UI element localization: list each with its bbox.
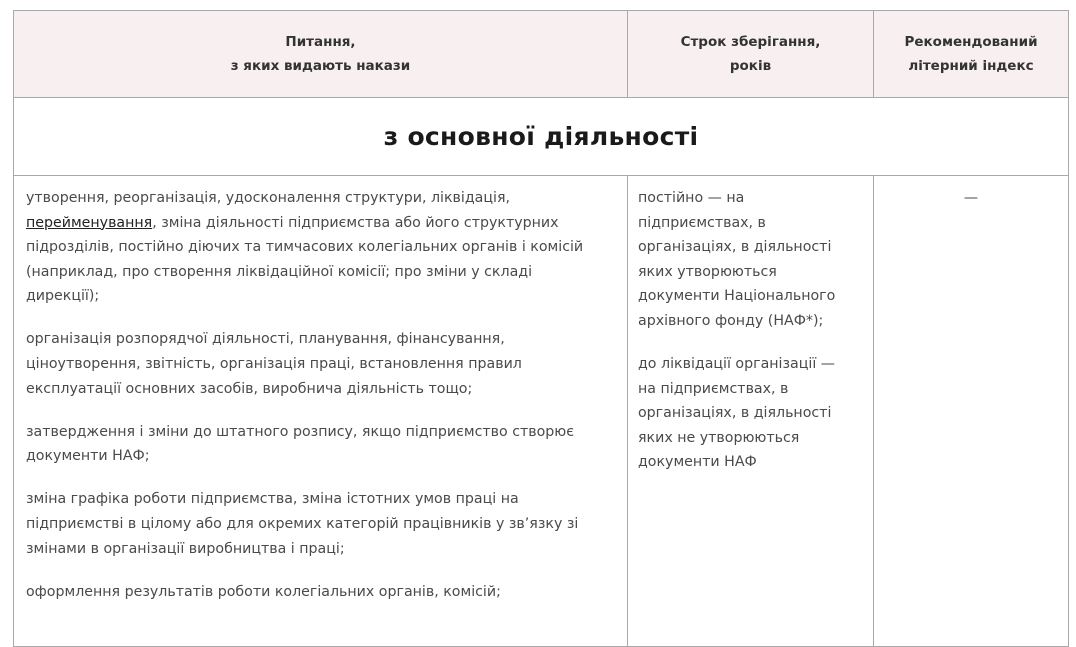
question-paragraph: [26, 487, 615, 561]
text-line: підприємствах, в: [638, 214, 766, 231]
orders-retention-table: [13, 10, 1069, 647]
text-line: змінами в організації виробництва і праці;: [26, 540, 345, 557]
retention-cell: [628, 176, 874, 647]
text-line: утворення, реорганізація, удосконалення структури, ліквідація,: [26, 190, 510, 206]
section-title: з основної діяльності: [14, 98, 1069, 176]
text-line: організаціях, в діяльності: [638, 239, 832, 256]
header-text: Рекомендований: [904, 34, 1038, 50]
text-line: документи Національного: [638, 288, 836, 305]
question-paragraph: [26, 420, 615, 469]
header-text: Питання,: [285, 34, 356, 50]
rename-link[interactable]: перейменування: [26, 214, 153, 231]
text-line: яких утворюються: [638, 263, 777, 280]
text-fragment: , зміна діяльності підприємства або його структурних: [152, 214, 559, 231]
text-line: дирекції);: [26, 288, 100, 305]
header-index: [874, 11, 1069, 98]
text-line: (наприклад, про створення ліквідаційної комісії; про зміни у складі: [26, 263, 533, 280]
header-text: років: [729, 58, 772, 74]
table-header-row: [14, 11, 1069, 98]
questions-cell: [14, 176, 628, 647]
text-line: зміна графіка роботи підприємства, зміна істотних умов праці на: [26, 491, 519, 508]
question-paragraph: [26, 186, 615, 309]
retention-paragraph: [638, 186, 865, 334]
section-row: [14, 98, 1069, 176]
header-questions: [14, 11, 628, 98]
text-line: підрозділів, постійно діючих та тимчасових колегіальних органів і комісій: [26, 239, 584, 256]
text-line: затвердження і зміни до штатного розпису, якщо підприємство створює: [26, 423, 575, 440]
text-line: оформлення результатів роботи колегіальних органів, комісій;: [26, 583, 501, 600]
text-line: ціноутворення, звітність, організація праці, встановлення правил: [26, 356, 522, 373]
header-text: Строк зберігання,: [680, 34, 821, 50]
header-retention: [628, 11, 874, 98]
question-paragraph: [26, 580, 615, 605]
text-line: [26, 211, 615, 236]
table-row: [14, 176, 1069, 647]
text-line: до ліквідації організації —: [638, 356, 835, 373]
text-line: експлуатації основних засобів, виробнича діяльність тощо;: [26, 380, 473, 397]
text-line: організаціях, в діяльності: [638, 405, 832, 422]
index-cell: —: [874, 176, 1069, 647]
text-line: документи НАФ;: [26, 448, 150, 465]
retention-paragraph: [638, 352, 865, 475]
question-paragraph: [26, 327, 615, 401]
header-text: літерний індекс: [908, 58, 1034, 74]
text-line: на підприємствах, в: [638, 380, 789, 397]
text-line: архівного фонду (НАФ*);: [638, 312, 824, 329]
header-text: з яких видають накази: [230, 58, 411, 74]
text-line: організація розпорядчої діяльності, планування, фінансування,: [26, 331, 505, 348]
text-line: яких не утворюються: [638, 429, 800, 446]
text-line: підприємстві в цілому або для окремих категорій працівників у зв’язку зі: [26, 516, 579, 533]
text-line: документи НАФ: [638, 454, 757, 471]
text-line: постійно — на: [638, 190, 745, 206]
